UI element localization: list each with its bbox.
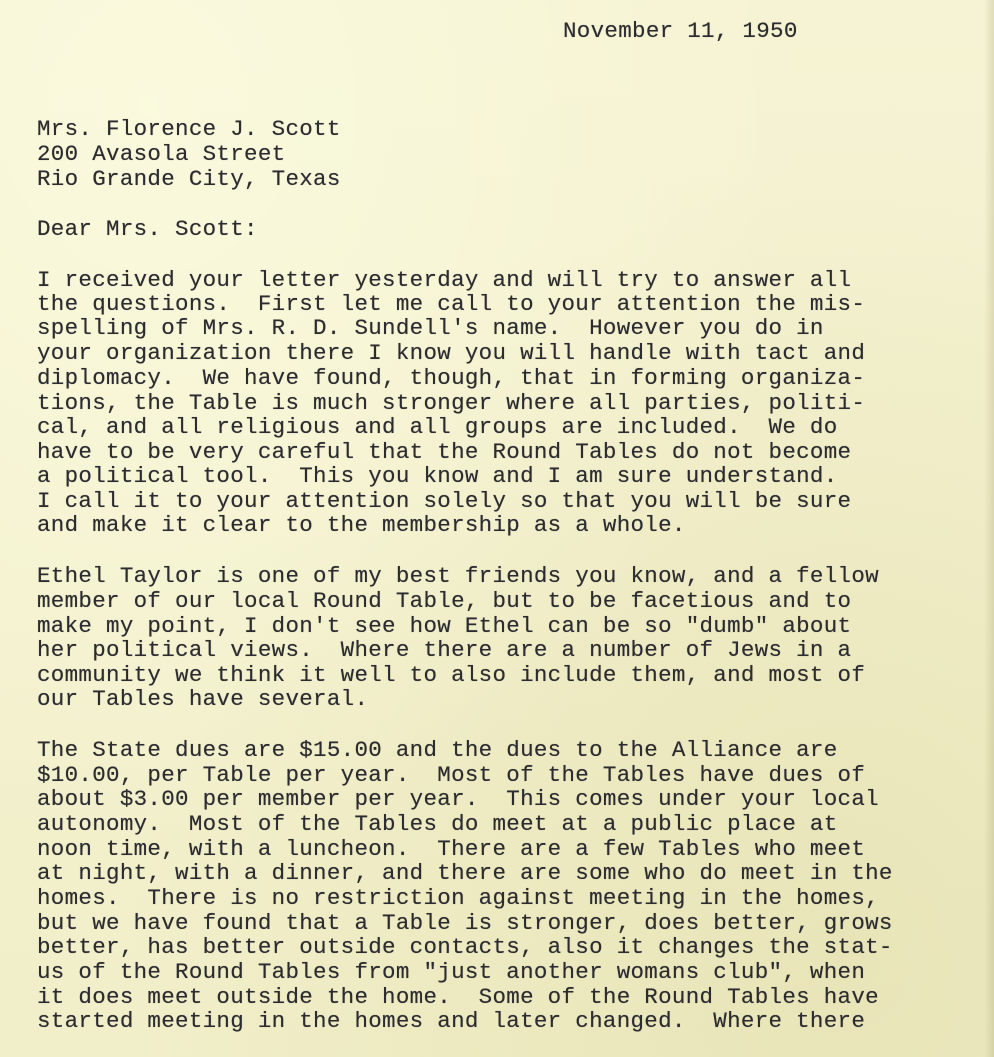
paragraph-1-line: the questions. First let me call to your attention the mis- [37, 291, 866, 317]
paragraph-1-line: your organization there I know you will handle with tact and [37, 340, 866, 366]
letter-date: November 11, 1950 [563, 18, 798, 44]
paragraph-3-line: noon time, with a luncheon. There are a few Tables who meet [37, 836, 866, 862]
recipient-city: Rio Grande City, Texas [37, 166, 341, 192]
paragraph-1-line: cal, and all religious and all groups are included. We do [37, 414, 838, 440]
paragraph-1-line: a political tool. This you know and I am sure understand. [37, 463, 838, 489]
paragraph-1-line: I received your letter yesterday and will try to answer all [37, 267, 852, 293]
paragraph-3-line: at night, with a dinner, and there are some who do meet in the [37, 860, 893, 886]
paragraph-1-line: diplomacy. We have found, though, that in forming organiza- [37, 365, 866, 391]
paragraph-1-line: I call it to your attention solely so that you will be sure [37, 488, 852, 514]
page-edge-shadow [984, 0, 994, 1057]
paragraph-3-line: us of the Round Tables from "just another womans club", when [37, 959, 866, 985]
paragraph-2-line: community we think it well to also include them, and most of [37, 662, 866, 688]
paragraph-1-line: have to be very careful that the Round Tables do not become [37, 439, 852, 465]
paragraph-1-line: spelling of Mrs. R. D. Sundell's name. However you do in [37, 315, 824, 341]
paragraph-3-line: The State dues are $15.00 and the dues to the Alliance are [37, 737, 838, 763]
paragraph-2-line: make my point, I don't see how Ethel can be so "dumb" about [37, 613, 852, 639]
salutation: Dear Mrs. Scott: [37, 216, 258, 242]
paragraph-3-line: it does meet outside the home. Some of the Round Tables have [37, 984, 879, 1010]
paragraph-2-line: our Tables have several. [37, 686, 369, 712]
paragraph-1-line: tions, the Table is much stronger where all parties, politi- [37, 390, 866, 416]
paragraph-2-line: member of our local Round Table, but to be facetious and to [37, 588, 852, 614]
paragraph-3-line: homes. There is no restriction against meeting in the homes, [37, 885, 879, 911]
paragraph-3-line: started meeting in the homes and later changed. Where there [37, 1008, 866, 1034]
paragraph-2-line: Ethel Taylor is one of my best friends you know, and a fellow [37, 563, 879, 589]
paragraph-2-line: her political views. Where there are a number of Jews in a [37, 637, 852, 663]
recipient-street: 200 Avasola Street [37, 141, 286, 167]
paragraph-3-line: better, has better outside contacts, also it changes the stat- [37, 934, 893, 960]
paragraph-3-line: autonomy. Most of the Tables do meet at a public place at [37, 811, 838, 837]
paragraph-3-line: but we have found that a Table is stronger, does better, grows [37, 910, 893, 936]
paragraph-3-line: about $3.00 per member per year. This comes under your local [37, 786, 879, 812]
paragraph-3-line: $10.00, per Table per year. Most of the Tables have dues of [37, 762, 866, 788]
paragraph-1-line: and make it clear to the membership as a whole. [37, 512, 686, 538]
recipient-name: Mrs. Florence J. Scott [37, 116, 341, 142]
